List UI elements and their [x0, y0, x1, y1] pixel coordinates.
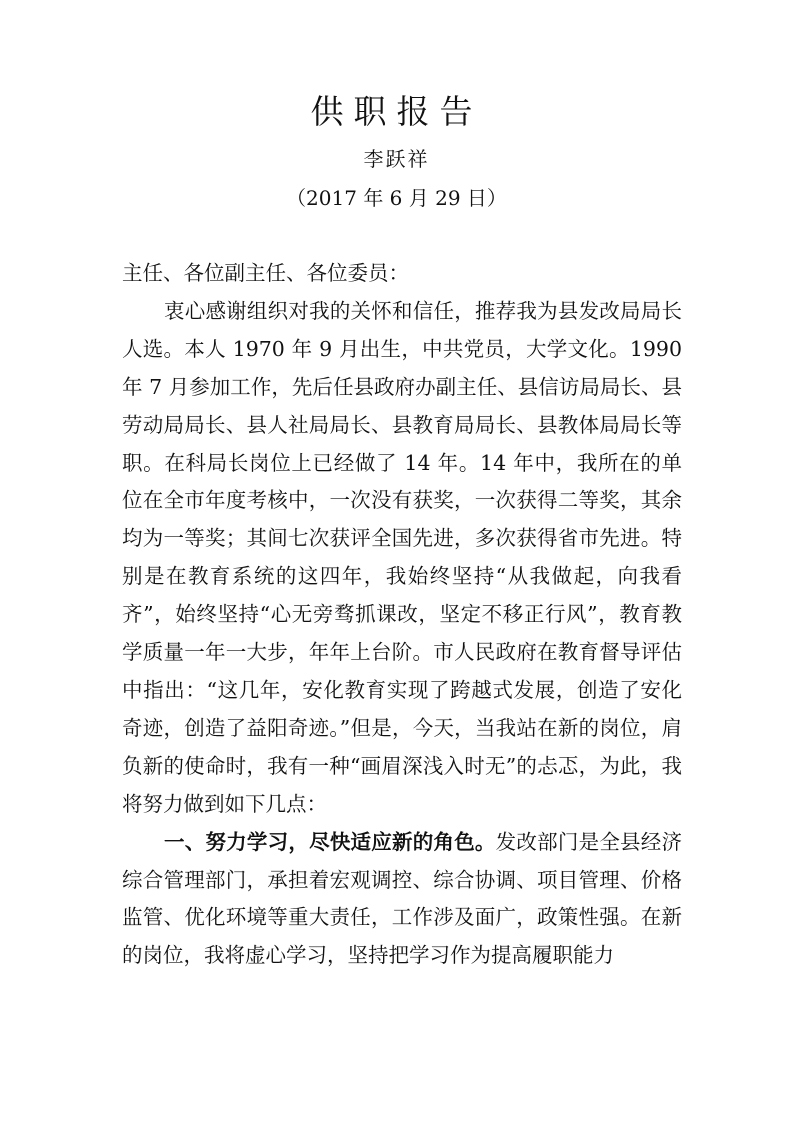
section-1-text: 发改部门是全县经济综合管理部门，承担着宏观调控、综合协调、项目管理、价格监管、优化环境等重大责任，工作涉及面广，政策性强。在新的岗位，我将虚心学习，坚持把学习作为提高履职能力 — [122, 829, 683, 968]
author-name: 李跃祥 — [363, 147, 430, 171]
report-date: （2017 年 6 月 29 日） — [286, 186, 507, 210]
section-1-heading: 一、努力学习，尽快适应新的角色。 — [164, 829, 496, 854]
document-title: 供职报告 — [310, 92, 483, 131]
section-1-paragraph — [122, 824, 682, 976]
intro-paragraph: 衷心感谢组织对我的关怀和信任，推荐我为县发改局局长人选。本人 1970 年 9 月出生，中共党员，大学文化。1990 年 7 月参加工作，先后任县政府办副主任、县信访局局长、县劳动局局长、县人社局局长、县教育局局长、县教体局局长等职。在科局长岗位上已经做了 14 年。14 年中，我所在的单位在全市年度考核中，一次没有获奖，一次获得二等奖，其余均为一等奖；其间七次获评全国先进，多次获得省市先进。特别是在教育系统的这四年，我始终坚持“从我做起，向我看齐”，始终坚持“心无旁骛抓课改，坚定不移正行风”，教育教学质量一年一大步，年年上台阶。市人民政府在教育督导评估中指出：“这几年，安化教育实现了跨越式发展，创造了安化奇迹，创造了益阳奇迹。”但是，今天，当我站在新的岗位，肩负新的使命时，我有一种“画眉深浅入时无”的忐忑，为此，我将努力做到如下几点： — [122, 298, 682, 816]
salutation: 主任、各位副主任、各位委员： — [122, 261, 409, 285]
document-body — [122, 255, 682, 975]
